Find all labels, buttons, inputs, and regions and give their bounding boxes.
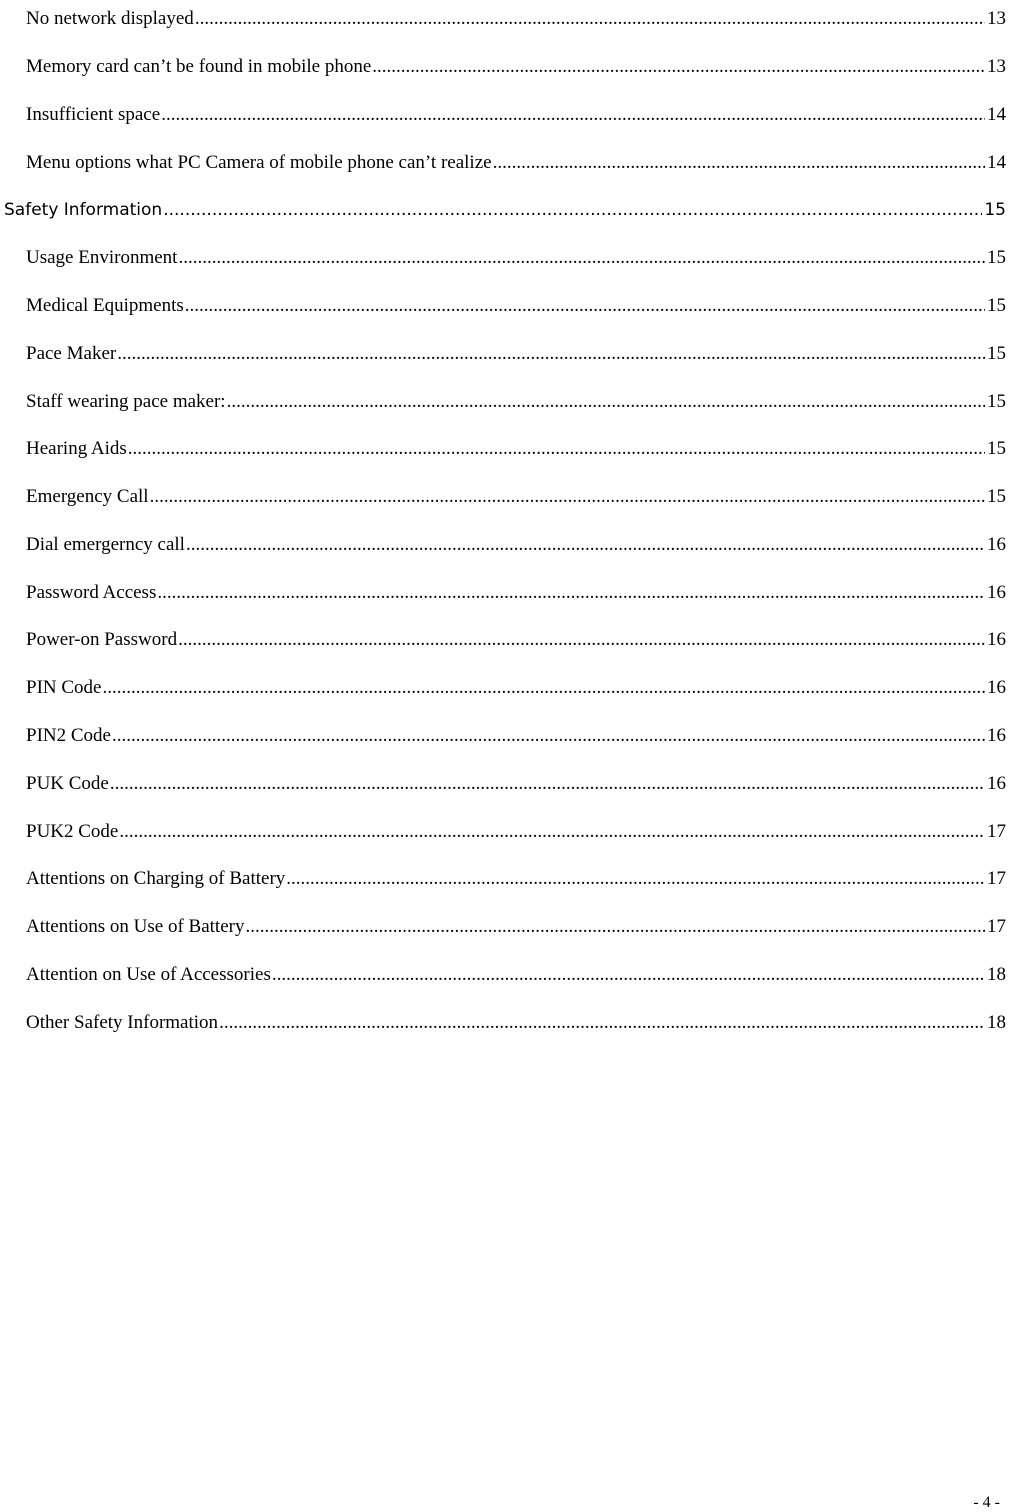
toc-entry-page: 14 <box>987 104 1006 125</box>
page-number: - 4 - <box>973 1494 1000 1511</box>
toc-entry-title: Attention on Use of Accessories <box>26 964 271 985</box>
toc-entry[interactable] <box>0 534 1006 564</box>
toc-section-page: 15 <box>984 200 1006 220</box>
toc-dot-leader <box>219 1012 985 1034</box>
toc-entry-page: 18 <box>987 964 1006 985</box>
toc-dot-leader <box>493 152 985 174</box>
toc-entry-title: Menu options what PC Camera of mobile phone can’t realize <box>26 152 492 173</box>
toc-dot-leader <box>102 677 985 699</box>
toc-entry-title: Attentions on Use of Battery <box>26 916 245 937</box>
toc-dot-leader <box>272 964 985 986</box>
toc-entry-page: 15 <box>987 247 1006 268</box>
toc-entry-page: 15 <box>987 486 1006 507</box>
toc-entry[interactable] <box>0 343 1006 373</box>
toc-section-title: Safety Information <box>4 200 163 220</box>
toc-dot-leader <box>163 200 982 220</box>
toc-dot-leader <box>245 916 985 938</box>
toc-dot-leader <box>286 868 985 890</box>
toc-entry-title: Insufficient space <box>26 104 161 125</box>
toc-entry-title: Pace Maker <box>26 343 117 364</box>
toc-dot-leader <box>157 582 985 604</box>
toc-dot-leader <box>178 629 985 651</box>
toc-entry-title: Medical Equipments <box>26 295 184 316</box>
toc-entry[interactable] <box>0 773 1006 803</box>
toc-entry-page: 15 <box>987 438 1006 459</box>
toc-entry-page: 17 <box>987 821 1006 842</box>
toc-entry-title: Power-on Password <box>26 629 178 650</box>
toc-entry[interactable] <box>0 964 1006 994</box>
toc-dot-leader <box>227 391 985 413</box>
toc-dot-leader <box>112 725 985 747</box>
toc-entry[interactable] <box>0 104 1006 134</box>
toc-entry-page: 17 <box>987 868 1006 889</box>
toc-entry-page: 13 <box>987 56 1006 77</box>
toc-entry-page: 16 <box>987 773 1006 794</box>
toc-entry[interactable] <box>0 247 1006 277</box>
toc-dot-leader <box>178 247 985 269</box>
toc-entry-page: 16 <box>987 582 1006 603</box>
toc-entry-title: Usage Environment <box>26 247 178 268</box>
toc-entry[interactable] <box>0 677 1006 707</box>
toc-entry-title: PIN Code <box>26 677 102 698</box>
toc-entry[interactable] <box>0 438 1006 468</box>
toc-entry[interactable] <box>0 1012 1006 1042</box>
toc-entry[interactable] <box>0 295 1006 325</box>
toc-entry[interactable] <box>0 486 1006 516</box>
toc-entry[interactable] <box>0 868 1006 898</box>
toc-entry-page: 18 <box>987 1012 1006 1033</box>
toc-entry[interactable] <box>0 916 1006 946</box>
toc-entry-title: Dial emergerncy call <box>26 534 185 555</box>
toc-entry[interactable] <box>0 152 1006 182</box>
toc-entry-page: 15 <box>987 343 1006 364</box>
toc-dot-leader <box>119 821 985 843</box>
toc-entry[interactable] <box>0 582 1006 612</box>
toc-entry-title: Memory card can’t be found in mobile phone <box>26 56 372 77</box>
toc-dot-leader <box>195 8 985 30</box>
toc-entry-page: 16 <box>987 629 1006 650</box>
toc-dot-leader <box>117 343 985 365</box>
toc-entry-page: 17 <box>987 916 1006 937</box>
toc-entry-page: 15 <box>987 391 1006 412</box>
toc-entry[interactable] <box>0 56 1006 86</box>
toc-section-entry[interactable] <box>0 200 1006 230</box>
toc-entry-title: PUK Code <box>26 773 109 794</box>
toc-entry-page: 16 <box>987 534 1006 555</box>
toc-dot-leader <box>185 295 985 317</box>
toc-entry-page: 15 <box>987 295 1006 316</box>
toc-entry-page: 16 <box>987 677 1006 698</box>
toc-entry-title: Staff wearing pace maker: <box>26 391 226 412</box>
toc-dot-leader <box>186 534 985 556</box>
toc-dot-leader <box>372 56 985 78</box>
toc-entry-title: Password Access <box>26 582 157 603</box>
toc-entry[interactable] <box>0 821 1006 851</box>
toc-dot-leader <box>150 486 985 508</box>
toc-dot-leader <box>161 104 985 126</box>
toc-entry-title: PUK2 Code <box>26 821 119 842</box>
toc-entry[interactable] <box>0 391 1006 421</box>
toc-entry-title: Other Safety Information <box>26 1012 219 1033</box>
toc-entry-page: 16 <box>987 725 1006 746</box>
toc-entry[interactable] <box>0 629 1006 659</box>
toc-dot-leader <box>128 438 985 460</box>
toc-entry-title: Attentions on Charging of Battery <box>26 868 286 889</box>
toc-entry-title: Emergency Call <box>26 486 149 507</box>
toc-entry-page: 14 <box>987 152 1006 173</box>
toc-dot-leader <box>110 773 985 795</box>
toc-entry[interactable] <box>0 8 1006 38</box>
toc-entry[interactable] <box>0 725 1006 755</box>
toc-entry-title: No network displayed <box>26 8 194 29</box>
toc-entry-title: Hearing Aids <box>26 438 127 459</box>
toc-entry-page: 13 <box>987 8 1006 29</box>
toc-entry-title: PIN2 Code <box>26 725 111 746</box>
